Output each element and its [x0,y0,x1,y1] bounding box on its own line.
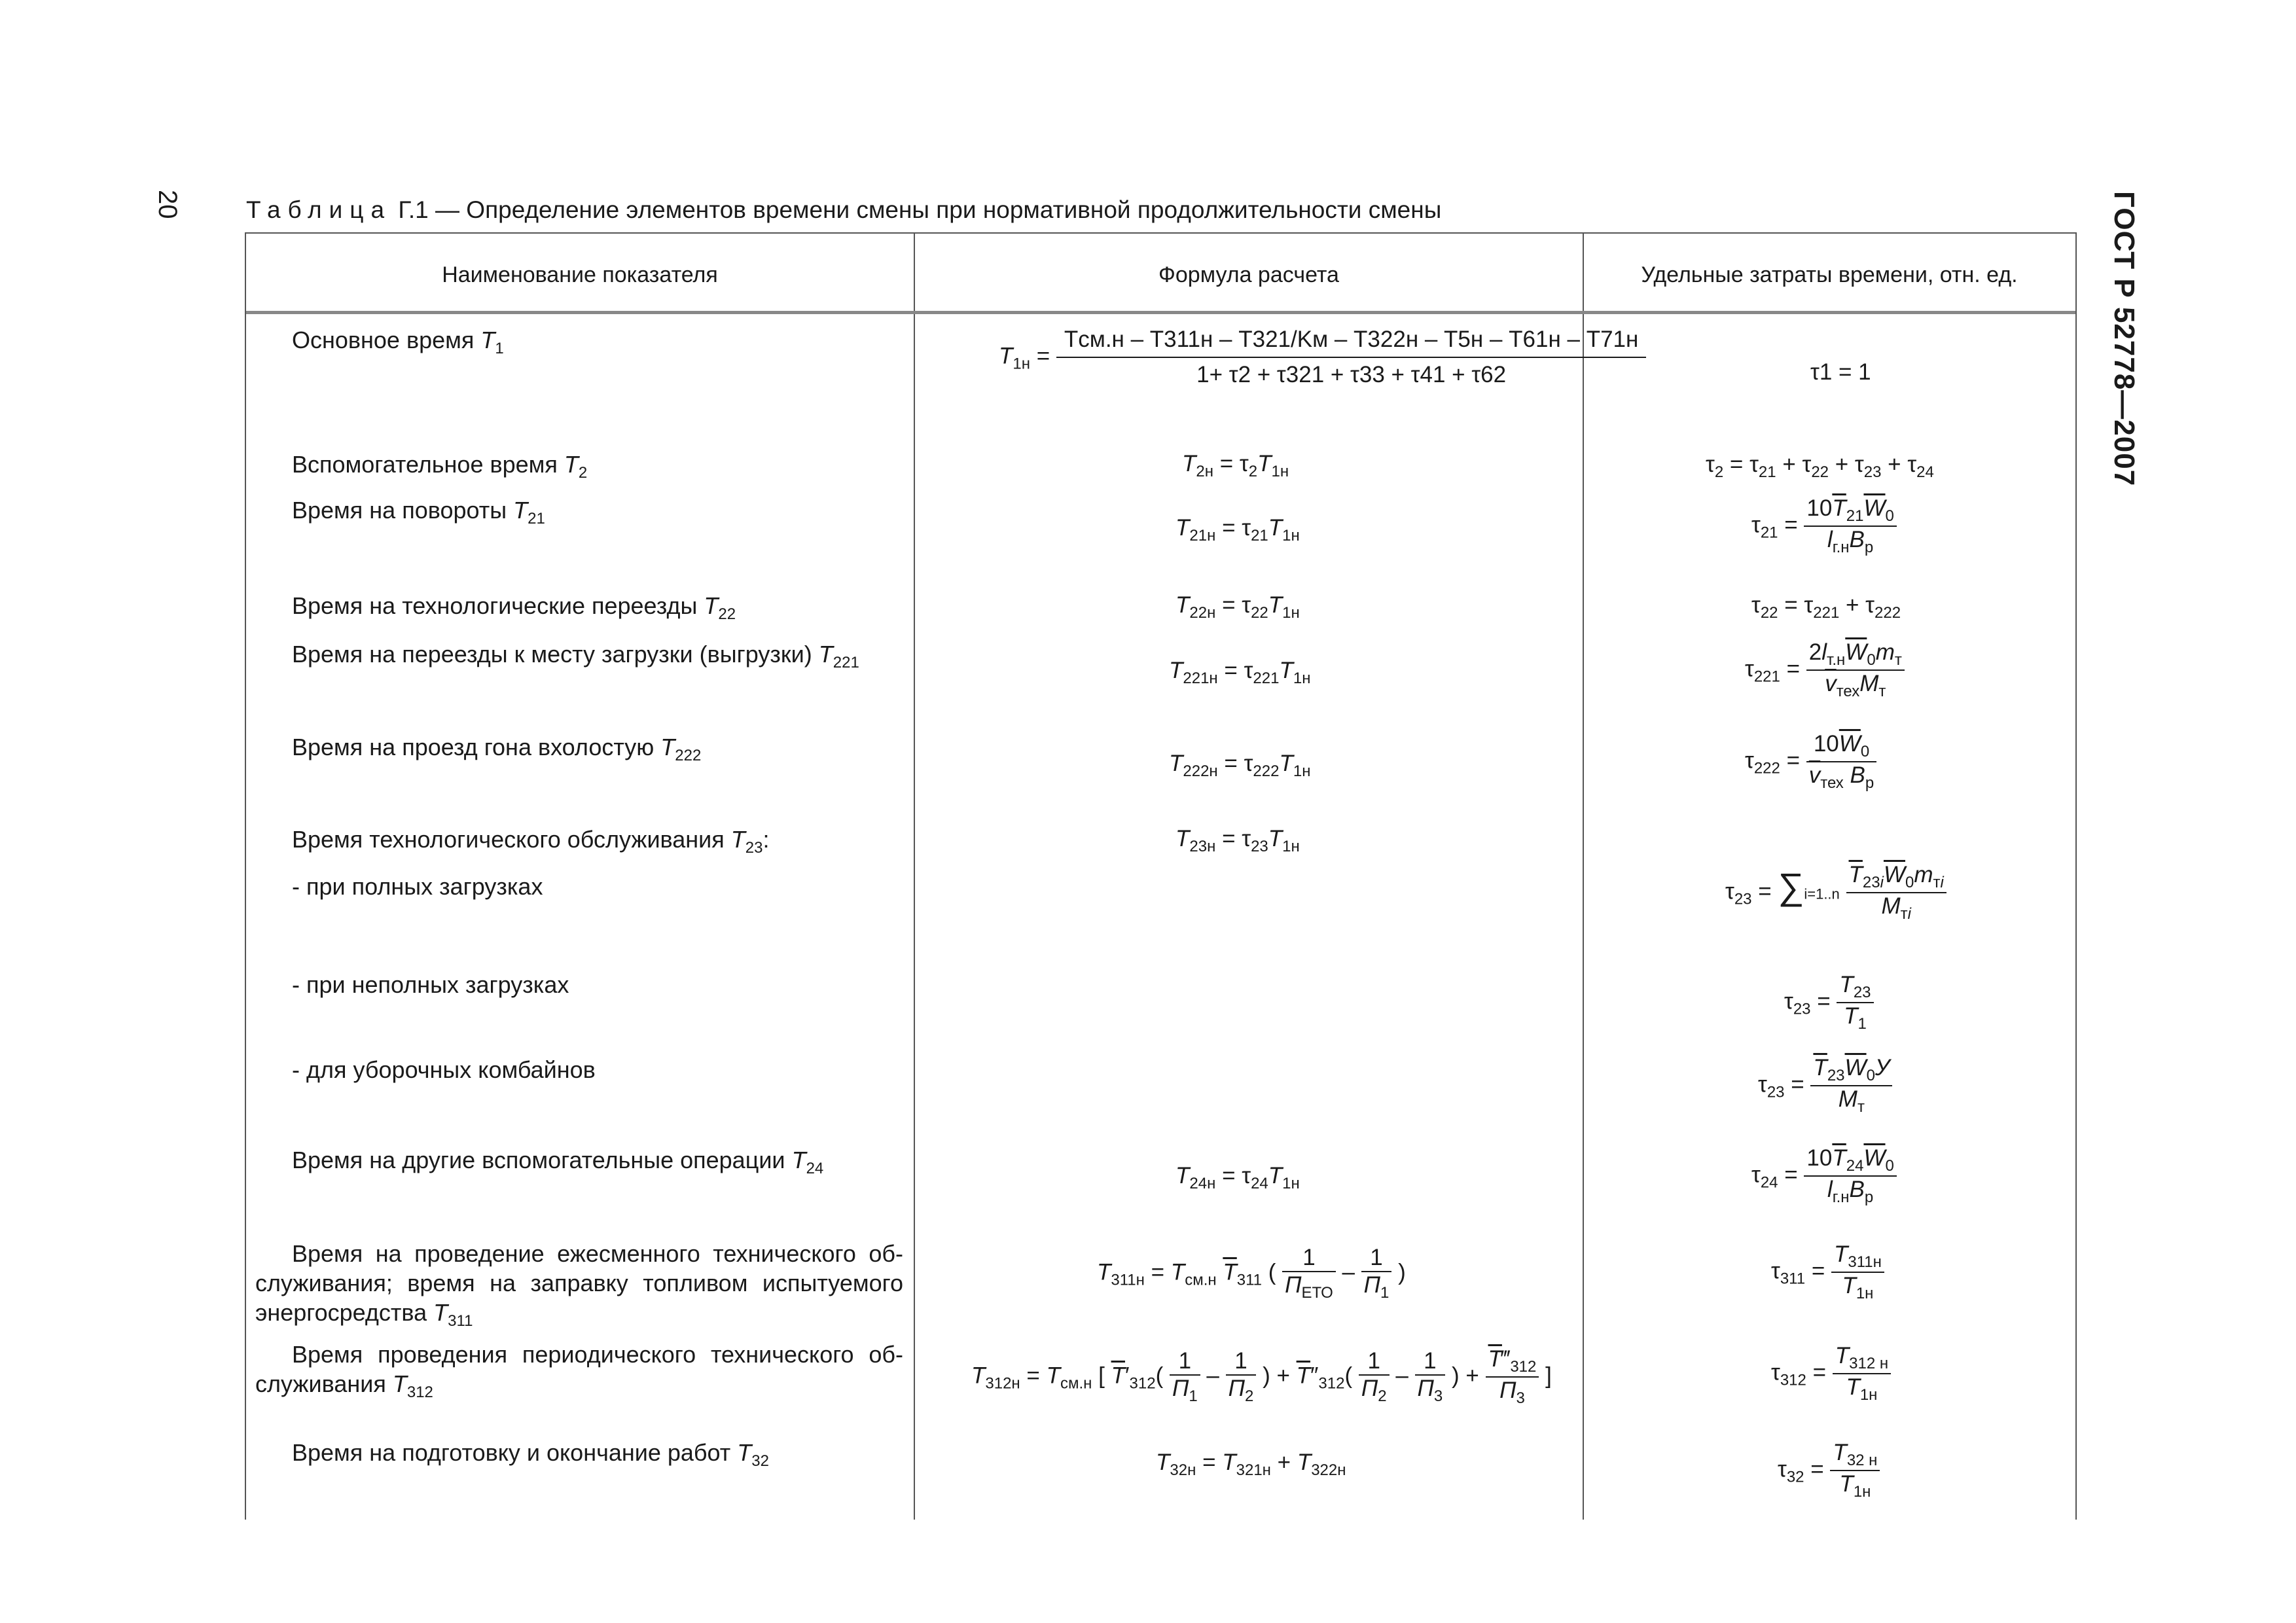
column-divider [1583,234,1584,1520]
standard-code: ГОСТ Р 52778—2007 [2108,191,2140,487]
header-formula: Формула расчета [1158,262,1339,287]
tau-221: $\tau_{221}$ = $\frac{2l_{т.н}\overline{W}_0m_т}{\overline{v}_{тех}M_т}$ [1745,639,1905,701]
data-table [245,232,2077,1520]
formula-t311: $T_{311н} = T_{см.н}$ $\overline{T}_{311}$ ( $\frac{1}{П_{ЕТО}}$ – $\frac{1}{П_1}$ ) [1097,1245,1406,1302]
row-label-idle-run: Время на проезд гона вхолостую $T_{222}$ [292,734,702,764]
formula-t32: $T_{32н} = T_{321н} + T_{322н}$ [1156,1450,1346,1479]
row-label-tech-service: Время технологического обслуживания $T_{23}$: [292,826,770,857]
caption-prefix: Таблица [246,196,392,223]
formula-t312: $T_{312н} = T_{см.н}$ [ $\overline{T}'_{312}$( $\frac{1}{П_1}$ – $\frac{1}{П_2}$ ) + $\overline{T}''_{312}$( $\frac{1}{П_2}$ – $\frac{1}{П_3}$ ) + $\frac{\overline{T}‴_{312}}{П_3}$ ] [971,1346,1552,1407]
table-caption [246,196,1441,224]
tau-32: $\tau_{32}$ = $\frac{T_{32 н}}{T_{1н}}$ [1778,1440,1880,1501]
tau-312: $\tau_{312}$ = $\frac{T_{312 н}}{T_{1н}}$ [1771,1343,1891,1404]
formula-t24: $T_{24н} = \tau_{24}T_{1н}$ [1175,1163,1300,1192]
tau-1: τ1 = 1 [1810,359,1871,385]
formula-t22: $T_{22н} = \tau_{22}T_{1н}$ [1175,592,1300,622]
header-name: Наименование показателя [442,262,718,287]
formula-t21: $T_{21н} = \tau_{21}T_{1н}$ [1175,515,1300,544]
tau-2: $\tau_2 = \tau_{21} + \tau_{22} + \tau_{23} + \tau_{24}$ [1706,452,1934,481]
tau-22: $\tau_{22} = \tau_{221} + \tau_{222}$ [1751,592,1901,622]
tau-23-combine: $\tau_{23}$ = $\frac{\overline{T}_{23}\overline{W}_0У}{M_т}$ [1758,1055,1892,1116]
row-label-periodic-service: Время проведения периодического технического об-служивания $T_{312}$ [255,1341,903,1401]
row-label-moves: Время на технологические переезды $T_{22}$ [292,592,736,623]
page-number: 20 [153,190,182,219]
tau-23-partial: $\tau_{23}$ = $\frac{T_{23}}{T_1}$ [1784,972,1874,1033]
tau-21: $\tau_{21}$ = $\frac{10\overline{T}_{21}\overline{W}_0}{l_{г.н}B_р}$ [1751,495,1897,557]
caption-text: Г.1 — Определение элементов времени смены при нормативной продолжительности смены [398,196,1442,223]
tau-24: $\tau_{24}$ = $\frac{10\overline{T}_{24}\overline{W}_0}{l_{г.н}B_р}$ [1751,1145,1897,1207]
row-label-prep: Время на подготовку и окончание работ $T_{32}$ [292,1439,769,1470]
formula-t222: $T_{222н} = \tau_{222}T_{1н}$ [1169,751,1311,780]
header-time: Удельные затраты времени, отн. ед. [1641,262,2018,287]
tau-311: $\tau_{311}$ = $\frac{T_{311н}}{T_{1н}}$ [1771,1241,1884,1303]
formula-t2: $T_{2н} = \tau_2T_{1н}$ [1182,451,1289,480]
row-label-turns: Время на повороты $T_{21}$ [292,497,545,527]
column-divider [914,234,915,1520]
formula-t23: $T_{23н} = \tau_{23}T_{1н}$ [1175,826,1300,855]
header-divider [246,311,2075,314]
row-label-combines: - для уборочных комбайнов [292,1056,596,1083]
tau-23-full: $\tau_{23} = \sum i=1..n$ $\frac{\overline{T}_{23i}\overline{W}_0m_{тi}}{M_{тi}}$ [1725,862,1946,923]
tau-222: $\tau_{222}$ = $\frac{10\overline{W}_0}{\overline{v}_{тех} B_р}$ [1745,731,1876,793]
formula-t1: $T_{1н}$ = $\frac{\text{Tсм.н – T311н – T321/Kм – T322н – T5н – T61н – T71н}}{1+ \tau 2 + \tau 321 + \tau 33 + \tau 41 + \tau 62}$ [999,327,1646,388]
row-label-load-moves: Время на переезды к месту загрузки (выгрузки) $T_{221}$ [292,641,859,671]
row-label-daily-service: Время на проведение ежесменного технического об-служивания; время на заправку топливом испытуемого энергосредства $T_{311}$ [255,1240,903,1330]
row-label-partial-load: - при неполных загрузках [292,971,569,998]
row-label-other-ops: Время на другие вспомогательные операции $T_{24}$ [292,1147,824,1177]
row-label-basic: Основное время $T_1$ [292,327,504,357]
formula-t221: $T_{221н} = \tau_{221}T_{1н}$ [1169,658,1311,687]
row-label-aux: Вспомогательное время $T_2$ [292,451,588,482]
row-label-full-load: - при полных загрузках [292,873,543,900]
